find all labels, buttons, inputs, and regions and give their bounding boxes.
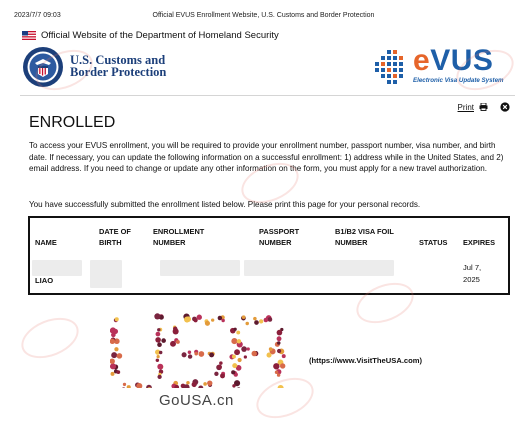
header-name: NAME <box>35 238 57 247</box>
redacted-name <box>32 260 82 276</box>
redacted-enrollment-number <box>160 260 240 276</box>
cell-expires: Jul 7, 2025 <box>463 263 482 284</box>
usa-artwork-dot <box>116 370 120 374</box>
usa-artwork-dot <box>182 352 187 357</box>
print-link[interactable]: Print <box>457 102 474 112</box>
usa-artwork-dot <box>232 384 235 387</box>
header-dob: DATE OF BIRTH <box>99 227 131 247</box>
usa-artwork-dot <box>236 387 240 388</box>
usa-artwork-dot <box>157 342 162 347</box>
usa-artwork-dot <box>277 330 283 336</box>
us-flag-icon <box>22 31 36 40</box>
usa-artwork-dot <box>231 370 235 374</box>
usa-artwork-dot <box>114 347 118 351</box>
usa-artwork-dot <box>188 354 192 358</box>
usa-artwork-dot <box>267 353 272 358</box>
page-toolbar <box>458 101 510 113</box>
usa-artwork-dot <box>188 351 191 354</box>
usa-artwork-dot <box>278 385 284 388</box>
usa-artwork-dot <box>218 316 222 320</box>
evus-tagline: Electronic Visa Update System <box>413 77 504 84</box>
usa-artwork-dot <box>111 333 116 338</box>
usa-artwork-dot <box>232 355 236 359</box>
print-date: 2023/7/7 09:03 <box>14 12 61 19</box>
usa-artwork-dot <box>217 365 222 370</box>
header-enrollment-number: ENROLLMENT NUMBER <box>153 227 205 247</box>
usa-artwork-dot <box>186 381 189 384</box>
usa-artwork-dot <box>192 382 197 387</box>
usa-artwork-dot <box>117 353 123 359</box>
usa-artwork-dot <box>214 372 218 376</box>
usa-artwork-dot <box>198 385 203 388</box>
usa-artwork-dot <box>184 317 190 323</box>
usa-artwork-dot <box>268 317 273 322</box>
success-message: You have successfully submitted the enrollment listed below. Please print this page for your personal records. <box>29 200 421 209</box>
usa-artwork-dot <box>194 352 198 356</box>
visit-the-usa-link[interactable]: (https://www.VisitTheUSA.com) <box>309 356 423 365</box>
usa-artwork-dot <box>219 361 222 364</box>
usa-artwork-dot <box>157 375 161 379</box>
usa-artwork-dot <box>277 373 280 376</box>
print-page-title: Official EVUS Enrollment Website, U.S. Customs and Border Protection <box>152 12 375 19</box>
header-status: STATUS <box>419 238 448 247</box>
header-expires: EXPIRES <box>463 238 496 247</box>
usa-artwork-dot <box>273 363 279 369</box>
usa-artwork-dot <box>157 355 160 358</box>
visit-usa-artwork <box>110 312 290 388</box>
usa-artwork-dot <box>123 383 126 386</box>
usa-artwork-dot <box>236 331 240 335</box>
usa-artwork-dot <box>277 336 282 341</box>
usa-artwork-dot <box>237 358 241 362</box>
usa-artwork-dot <box>277 349 281 353</box>
header-passport-number: PASSPORT NUMBER <box>259 227 300 247</box>
usa-artwork-dot <box>231 338 237 344</box>
usa-artwork-dot <box>264 318 269 323</box>
gousa-brand: GoUSA.cn <box>159 392 234 409</box>
usa-artwork-dot <box>111 352 117 358</box>
usa-artwork-dot <box>111 372 115 376</box>
usa-artwork-dot <box>176 340 180 344</box>
usa-artwork-dot <box>198 351 204 357</box>
page-title: ENROLLED <box>29 114 116 131</box>
usa-artwork-dot <box>277 341 280 344</box>
usa-artwork-dot <box>252 351 257 356</box>
header-divider <box>20 95 515 96</box>
usa-artwork-dot <box>155 337 161 343</box>
usa-artwork-dot <box>237 339 241 343</box>
usa-artwork-dot <box>280 363 285 368</box>
usa-artwork-dot <box>245 322 248 325</box>
usa-artwork-dot <box>282 354 286 358</box>
usa-artwork-dot <box>269 347 273 351</box>
usa-artwork-dot <box>157 328 160 331</box>
printer-icon[interactable] <box>479 103 488 111</box>
usa-artwork-dot <box>110 359 115 364</box>
usa-artwork-dot <box>234 328 237 331</box>
usa-artwork-dot <box>220 373 225 378</box>
watermark-stamp <box>15 310 84 366</box>
usa-artwork-dot <box>244 355 247 358</box>
usa-artwork-dot <box>254 320 259 325</box>
usa-artwork-dot <box>161 338 166 343</box>
cbp-line-1: U.S. Customs and <box>70 53 166 67</box>
gov-banner <box>22 29 279 41</box>
redacted-dob <box>90 260 122 288</box>
usa-artwork-dot <box>247 347 250 350</box>
usa-artwork-dot <box>205 321 210 326</box>
usa-artwork-dot <box>242 315 246 319</box>
usa-artwork-dot <box>156 332 161 337</box>
evus-wordmark: eVUS <box>413 44 494 77</box>
usa-artwork-dot <box>241 346 247 352</box>
usa-artwork-dot <box>207 380 212 385</box>
enrollment-table <box>28 216 510 295</box>
intro-paragraph: To access your EVUS enrollment, you will be required to provide your enrollment number, passport number, visa number, and birth date. If necessary, you can update the following information on a successful enrollment: 1) address while in the United States, and 2) email address. If you need to change or update any other information on the form, you must apply for a new travel authorization. <box>29 141 504 174</box>
header-logos <box>20 44 517 92</box>
usa-artwork-dot <box>173 327 177 331</box>
usa-artwork-dot <box>115 317 119 321</box>
usa-artwork-dot <box>197 315 202 320</box>
cell-name: LIAO <box>35 276 54 285</box>
usa-artwork-dot <box>234 349 240 355</box>
redacted-passport-visa <box>244 260 394 276</box>
usa-artwork-dot <box>159 351 162 354</box>
usa-artwork-dot <box>275 371 279 375</box>
evus-globe-icon <box>373 48 413 88</box>
usa-artwork-dot <box>122 387 125 388</box>
header-visa-foil-number: B1/B2 VISA FOIL NUMBER <box>335 227 394 247</box>
gov-banner-text: Official Website of the Department of Homeland Security <box>41 29 279 41</box>
usa-artwork-dot <box>157 364 163 370</box>
usa-artwork-dot <box>110 363 116 369</box>
print-header <box>0 12 527 24</box>
usa-artwork-dot <box>209 353 214 358</box>
usa-artwork-dot <box>253 317 257 321</box>
usa-artwork-dot <box>211 318 214 321</box>
usa-artwork-dot <box>156 359 159 362</box>
usa-artwork-dot <box>259 319 263 323</box>
usa-artwork-dot <box>232 363 237 368</box>
usa-artwork-dot <box>154 313 160 319</box>
usa-artwork-dot <box>127 385 131 388</box>
usa-artwork-dot <box>221 319 224 322</box>
close-circle-icon[interactable] <box>500 102 510 112</box>
cbp-line-2: Border Protection <box>70 65 167 79</box>
usa-artwork-dot <box>193 318 197 322</box>
usa-artwork-dot <box>203 382 207 386</box>
